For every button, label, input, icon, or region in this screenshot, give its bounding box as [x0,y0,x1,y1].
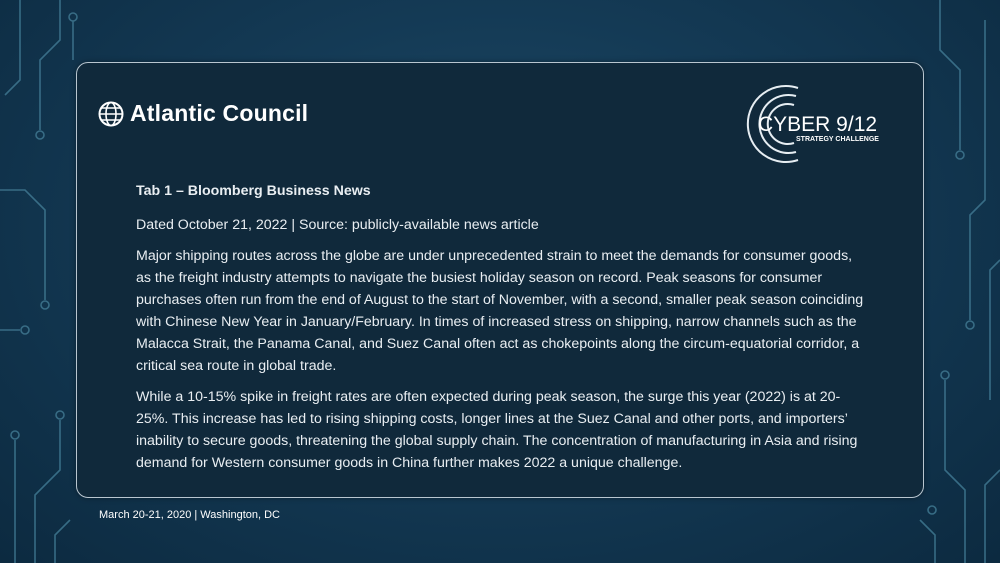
logo-line2: STRATEGY CHALLENGE [796,136,879,143]
article [136,180,871,483]
cyber-912-logo [740,80,900,166]
globe-icon [98,101,124,127]
brand [98,100,308,127]
article-dated: Dated October 21, 2022 | Source: publicly-available news article [136,217,539,233]
article-paragraph: Major shipping routes across the globe are under unprecedented strain to meet the demands for consumer goods, as the freight industry attempts to navigate the busiest holiday season on record. Peak seasons for consumer purchases often run from the end of August to the start of November, with a second, smaller peak season coinciding with Chinese New Year in January/February. In times of increased stress on shipping, narrow channels such as the Malacca Strait, the Panama Canal, and Suez Canal often act as chokepoints along the circum-equatorial corridor, a critical sea route in global trade. [136,248,864,374]
logo-line1: CYBER 9/12 [758,113,878,136]
footer-date-location: March 20-21, 2020 | Washington, DC [99,509,280,521]
brand-name: Atlantic Council [130,100,309,126]
article-title: Tab 1 – Bloomberg Business News [136,183,371,199]
article-paragraph: While a 10-15% spike in freight rates are often expected during peak season, the surge this year (2022) is at 20-25%. This increase has led to rising shipping costs, longer lines at the Suez Canal and other ports, and importers’ inability to secure goods, threatening the global supply chain. The concentration of manufacturing in Asia and rising demand for Western consumer goods in China further makes 2022 a unique challenge. [136,389,858,471]
